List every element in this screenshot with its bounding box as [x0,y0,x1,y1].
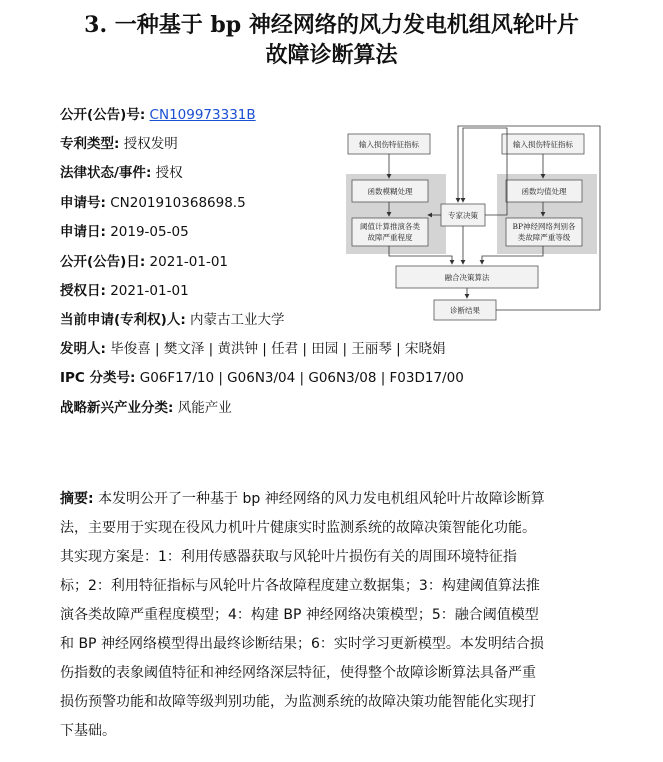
meta-industry: 战略新兴产业分类: 风能产业 [60,400,232,416]
meta-ipc: IPC 分类号: G06F17/10 | G06N3/04 | G06N3/08 | F03D17/00 [60,370,464,386]
meta-key: 当前申请(专利权)人 [60,312,181,328]
abstract-line: 和 BP 神经网络模型得出最终诊断结果；6：实时学习更新模型。本发明结合损 [60,636,544,652]
meta-value: CN201910368698.5 [110,195,246,211]
expert-label: 专家决策 [448,211,478,220]
right-result-label-2: 类故障严重等级 [517,233,571,242]
meta-value: 2021-01-01 [110,283,189,299]
meta-key: 申请号 [60,195,101,211]
abstract-label: 摘要 [60,491,88,507]
meta-publication-number: 公开(公告)号: CN109973331B [60,107,256,123]
abstract-line: 摘要: 本发明公开了一种基于 bp 神经网络的风力发电机组风轮叶片故障诊断算 [60,491,545,507]
algorithm-flowchart [342,122,614,322]
meta-key: 专利类型 [60,136,114,152]
abstract-line: 法，主要用于实现在役风力机叶片健康实时监测系统的故障决策智能化功能。 [60,520,536,536]
meta-key: 公开(公告)号 [60,107,140,123]
meta-value: G06F17/10 | G06N3/04 | G06N3/08 | F03D17/00 [139,370,464,386]
meta-key: IPC 分类号 [60,370,131,386]
left-result-label-1: 阈值计算推演各类 [360,222,420,231]
meta-value: 授权发明 [123,136,178,152]
meta-value: 授权 [155,165,183,181]
abstract-text: 本发明公开了一种基于 bp 神经网络的风力发电机组风轮叶片故障诊断算 [98,491,545,507]
meta-key: 战略新兴产业分类 [60,400,168,416]
meta-key: 授权日 [60,283,101,299]
meta-key: 公开(公告)日 [60,254,140,270]
meta-publication-date: 公开(公告)日: 2021-01-01 [60,254,229,270]
meta-legal-status: 法律状态/事件: 授权 [60,165,183,181]
meta-value: 2019-05-05 [110,224,189,240]
left-result-label-2: 故障严重程度 [367,233,413,242]
meta-grant-date: 授权日: 2021-01-01 [60,283,189,299]
meta-key: 法律状态/事件 [60,165,146,181]
abstract-line: 其实现方案是：1：利用传感器获取与风轮叶片损伤有关的周围环境特征指 [60,549,517,565]
meta-key: 申请日 [60,224,101,240]
abstract-line: 损伤预警功能和故障等级判别功能，为监测系统的故障决策功能智能化实现打 [60,694,536,710]
publication-number-link[interactable]: CN109973331B [149,107,256,123]
right-result-label-1: BP神经网络判别各 [512,222,576,231]
output-label: 诊断结果 [450,306,480,315]
meta-value: 内蒙古工业大学 [190,312,285,328]
abstract-line: 下基础。 [60,723,116,739]
fusion-label: 融合决策算法 [444,273,490,282]
document-title-line-1: 3. 一种基于 bp 神经网络的风力发电机组风轮叶片 [84,12,579,38]
left-process-label: 函数模糊处理 [367,187,413,196]
abstract-line: 标；2：利用特征指标与风轮叶片各故障程度建立数据集；3：构建阈值算法推 [60,578,540,594]
abstract-line: 演各类故障严重程度模型；4：构建 BP 神经网络决策模型；5：融合阈值模型 [60,607,539,623]
document-title-line-2: 故障诊断算法 [265,42,398,68]
meta-value: 2021-01-01 [149,254,229,270]
meta-key: 发明人 [60,341,101,357]
abstract-line: 伤指数的表象阈值特征和神经网络深层特征，使得整个故障诊断算法具备严重 [60,665,536,681]
meta-inventors: 发明人: 毕俊喜 | 樊文泽 | 黄洪钟 | 任君 | 田园 | 王丽琴 | 宋晓娟 [60,341,446,357]
meta-value: 毕俊喜 | 樊文泽 | 黄洪钟 | 任君 | 田园 | 王丽琴 | 宋晓娟 [110,341,446,357]
left-input-label: 输入损伤特征指标 [359,140,419,149]
meta-application-date: 申请日: 2019-05-05 [60,224,189,240]
right-process-label: 函数均值处理 [521,187,567,196]
meta-applicant: 当前申请(专利权)人: 内蒙古工业大学 [60,312,285,328]
meta-value: 风能产业 [177,400,232,416]
right-input-label: 输入损伤特征指标 [513,140,573,149]
abstract-section [60,485,616,746]
meta-patent-type: 专利类型: 授权发明 [60,136,178,152]
meta-application-number: 申请号: CN201910368698.5 [60,195,246,211]
